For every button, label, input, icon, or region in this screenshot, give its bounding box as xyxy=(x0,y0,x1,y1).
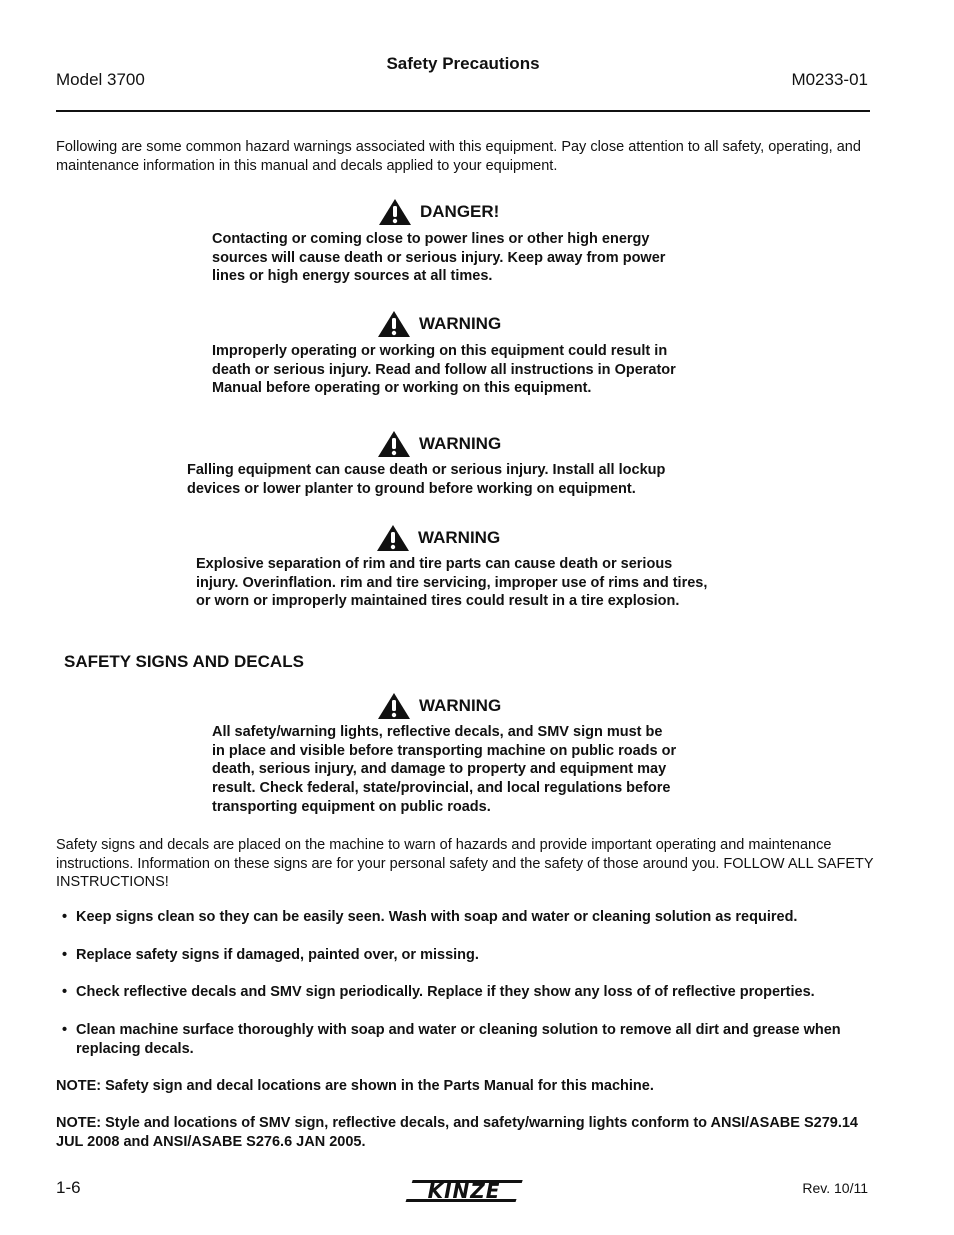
message-line: or worn or improperly maintained tires could result in a tire explosion. xyxy=(196,593,680,610)
kinze-logo-mark xyxy=(404,1176,524,1206)
list-item xyxy=(62,983,882,1002)
list-item-text: Keep signs clean so they can be easily seen. Wash with soap and water or cleaning solution as required. xyxy=(76,909,798,925)
message-line: injury. Overinflation. rim and tire servicing, improper use of rims and tires, xyxy=(196,574,708,591)
decal-warning-message xyxy=(212,723,676,817)
logo-text: KINZE xyxy=(427,1179,501,1203)
section-heading: SAFETY SIGNS AND DECALS xyxy=(64,652,304,671)
warning-message xyxy=(187,461,665,498)
kinze-logo xyxy=(404,1176,524,1211)
warning-triangle-icon xyxy=(377,430,411,458)
warning-triangle-icon xyxy=(377,692,411,720)
bullet-icon: • xyxy=(62,1022,68,1038)
message-line: result. Check federal, state/provincial, and local regulations before xyxy=(212,780,671,797)
revision-label: Rev. 10/11 xyxy=(802,1180,868,1196)
note-parts-manual: NOTE: Safety sign and decal locations are shown in the Parts Manual for this machine. xyxy=(56,1078,654,1094)
warning-triangle-icon xyxy=(378,198,412,226)
intro-paragraph: Following are some common hazard warnings associated with this equipment. Pay close attention to all safety, operating, and maintenance information in this manual and decals applied to your equipment. xyxy=(56,139,861,174)
message-line: Explosive separation of rim and tire parts can cause death or serious xyxy=(196,556,673,572)
bullet-icon: • xyxy=(62,947,68,963)
message-line: Improperly operating or working on this equipment could result in xyxy=(212,343,668,359)
message-line: All safety/warning lights, reflective decals, and SMV sign must be xyxy=(212,724,663,740)
page-number: 1-6 xyxy=(56,1178,81,1197)
bullet-icon: • xyxy=(62,909,68,925)
bullet-icon: • xyxy=(62,984,68,1000)
section-title: Safety Precautions xyxy=(386,54,540,73)
signal-word: WARNING xyxy=(419,314,502,333)
list-item-text: Replace safety signs if damaged, painted over, or missing. xyxy=(76,947,479,963)
list-item xyxy=(62,908,882,927)
model-label: Model 3700 xyxy=(56,70,145,89)
message-line: sources will cause death or serious injury. Keep away from power xyxy=(212,249,666,266)
message-line: death, serious injury, and damage to property and equipment may xyxy=(212,761,667,778)
note-standards: NOTE: Style and locations of SMV sign, reflective decals, and safety/warning lights conform to ANSI/ASABE S279.14 JUL 2008 and ANSI/ASABE S276.6 JAN 2005. xyxy=(56,1115,858,1150)
list-item xyxy=(62,1021,862,1058)
warning-heading xyxy=(376,524,500,552)
signal-word: WARNING xyxy=(419,434,502,453)
message-line: Contacting or coming close to power lines or other high energy xyxy=(212,231,650,247)
message-line: lines or high energy sources at all times. xyxy=(212,268,493,285)
warning-message xyxy=(212,342,676,398)
warning-message xyxy=(196,555,707,611)
header-rule xyxy=(56,110,870,112)
warning-heading xyxy=(377,430,501,458)
signal-word: WARNING xyxy=(419,696,502,715)
message-line: Manual before operating or working on this equipment. xyxy=(212,380,592,397)
message-line: transporting equipment on public roads. xyxy=(212,798,491,815)
message-line: death or serious injury. Read and follow all instructions in Operator xyxy=(212,361,676,378)
list-item-text: Clean machine surface thoroughly with soap and water or cleaning solution to remove all dirt and grease when replacing decals. xyxy=(76,1022,841,1057)
danger-heading xyxy=(378,198,499,226)
signal-word: WARNING xyxy=(418,528,501,547)
warning-heading xyxy=(377,310,501,338)
warning-triangle-icon xyxy=(377,310,411,338)
decal-intro-paragraph: Safety signs and decals are placed on the machine to warn of hazards and provide important operating and maintenance instructions. Information on these signs are for your personal safety and the safety of those around you. FOLLOW ALL SAFETY INSTRUCTIONS! xyxy=(56,837,874,890)
danger-message xyxy=(212,230,665,286)
list-item xyxy=(62,946,882,965)
message-line: Falling equipment can cause death or serious injury. Install all lockup xyxy=(187,462,666,478)
doc-number: M0233-01 xyxy=(791,70,868,89)
message-line: in place and visible before transporting machine on public roads or xyxy=(212,742,677,759)
signal-word: DANGER! xyxy=(420,202,500,221)
warning-triangle-icon xyxy=(376,524,410,552)
message-line: devices or lower planter to ground before working on equipment. xyxy=(187,480,636,497)
warning-heading xyxy=(377,692,501,720)
list-item-text: Check reflective decals and SMV sign periodically. Replace if they show any loss of of reflective properties. xyxy=(76,984,815,1000)
